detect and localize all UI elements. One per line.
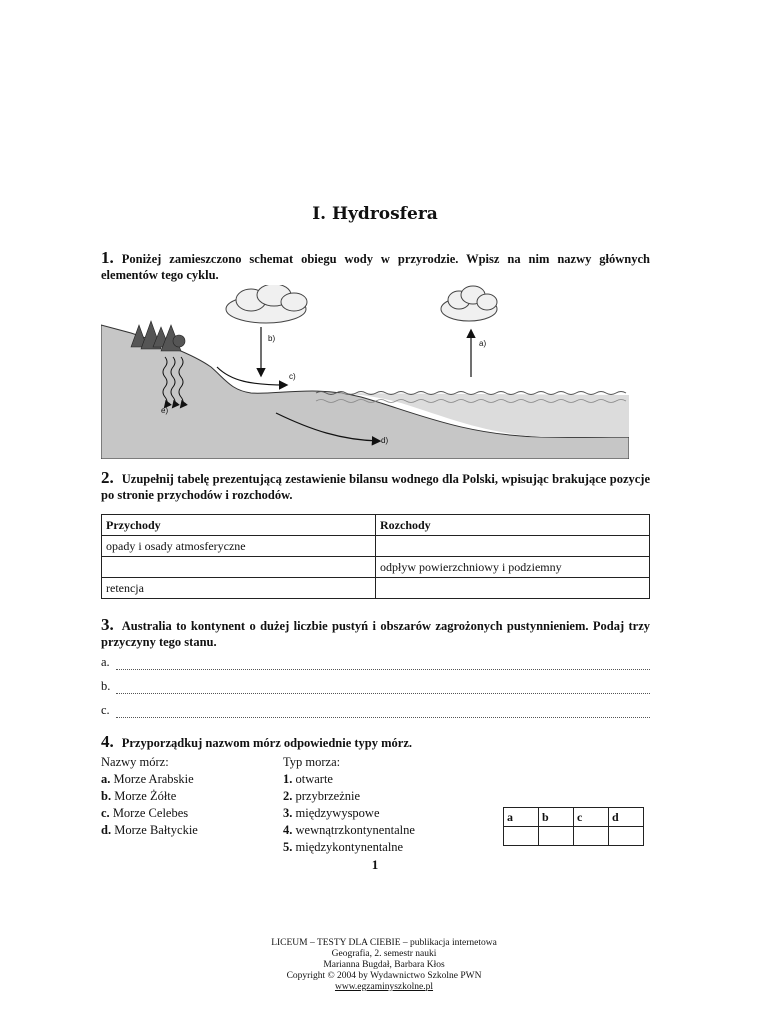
match-answer-cell[interactable] (504, 827, 539, 846)
list-item: a. Morze Arabskie (101, 772, 194, 786)
table-cell-answer[interactable] (376, 578, 650, 599)
question-number: 4. (101, 732, 114, 751)
match-answer-cell[interactable] (609, 827, 644, 846)
label-b: b) (268, 334, 276, 343)
label-c: c) (289, 372, 296, 381)
footer-line: Marianna Bugdał, Barbara Kłos (323, 960, 445, 970)
match-answer-cell[interactable] (574, 827, 609, 846)
match-table (503, 807, 644, 846)
table-cell-answer[interactable] (376, 536, 650, 557)
question-number: 3. (101, 615, 114, 634)
table-row (102, 536, 650, 557)
match-answer-row (504, 827, 644, 846)
question-1 (101, 250, 650, 283)
answer-dots[interactable] (116, 684, 650, 694)
label-d: d) (381, 436, 389, 445)
list-item: d. Morze Bałtyckie (101, 823, 198, 837)
seas-list (101, 754, 198, 839)
trees-icon (131, 321, 185, 351)
seas-header: Nazwy mórz: (101, 755, 169, 769)
question-text: Australia to kontynent o dużej liczbie pustyń i obszarów zagrożonych pustynnieniem. Podaj trzy przyczyny tego stanu. (101, 619, 650, 649)
match-header: d (609, 808, 644, 827)
list-item: 3. międzywyspowe (283, 806, 380, 820)
answer-letter: b. (101, 679, 111, 693)
answer-line-b[interactable] (101, 679, 650, 694)
answer-dots[interactable] (116, 708, 650, 718)
question-text: Przyporządkuj nazwom mórz odpowiednie typy mórz. (121, 736, 412, 750)
footer (0, 938, 768, 993)
table-cell-answer[interactable] (102, 557, 376, 578)
cloud-icon-left (226, 285, 307, 323)
question-2 (101, 470, 650, 503)
answer-line-a[interactable] (101, 655, 650, 670)
header-expense: Rozchody (376, 515, 650, 536)
answer-letter: a. (101, 655, 110, 669)
match-header-row (504, 808, 644, 827)
answer-line-c[interactable] (101, 703, 650, 718)
footer-line: LICEUM – TESTY DLA CIEBIE – publikacja internetowa (271, 938, 497, 948)
list-item: b. Morze Żółte (101, 789, 177, 803)
table-row (102, 557, 650, 578)
table-row (102, 578, 650, 599)
types-header: Typ morza: (283, 755, 341, 769)
answer-letter: c. (101, 703, 110, 717)
table-cell: odpływ powierzchniowy i podziemny (376, 557, 650, 578)
water-cycle-diagram (101, 285, 629, 459)
table-cell: retencja (102, 578, 376, 599)
match-answer-cell[interactable] (539, 827, 574, 846)
balance-table (101, 514, 650, 599)
footer-link[interactable]: www.egzaminyszkolne.pl (334, 982, 434, 992)
list-item: 5. międzykontynentalne (283, 840, 404, 854)
footer-line: Copyright © 2004 by Wydawnictwo Szkolne PWN (286, 971, 482, 981)
list-item: 4. wewnątrzkontynentalne (283, 823, 415, 837)
cloud-icon-right (441, 286, 497, 321)
label-e: e) (161, 406, 169, 415)
match-header: b (539, 808, 574, 827)
answer-dots[interactable] (116, 660, 650, 670)
page-number: 1 (371, 857, 379, 872)
footer-line: Geografia, 2. semestr nauki (331, 949, 437, 959)
header-income: Przychody (102, 515, 376, 536)
types-list (283, 754, 415, 856)
table-cell: opady i osady atmosferyczne (102, 536, 376, 557)
chapter-title: I. Hydrosfera (312, 204, 438, 224)
label-a: a) (479, 339, 487, 348)
list-item: 2. przybrzeżnie (283, 789, 361, 803)
table-header-row (102, 515, 650, 536)
question-number: 2. (101, 468, 114, 487)
match-header: c (574, 808, 609, 827)
match-header: a (504, 808, 539, 827)
question-text: Poniżej zamieszczono schemat obiegu wody w przyrodzie. Wpisz na nim nazwy głównych elementów tego cyklu. (101, 252, 650, 282)
question-4 (101, 734, 650, 751)
question-text: Uzupełnij tabelę prezentującą zestawienie bilansu wodnego dla Polski, wpisując brakujące pozycje po stronie przychodów i rozchodów. (101, 472, 650, 502)
question-number: 1. (101, 248, 114, 267)
list-item: 1. otwarte (283, 772, 333, 786)
question-3 (101, 617, 650, 650)
list-item: c. Morze Celebes (101, 806, 189, 820)
